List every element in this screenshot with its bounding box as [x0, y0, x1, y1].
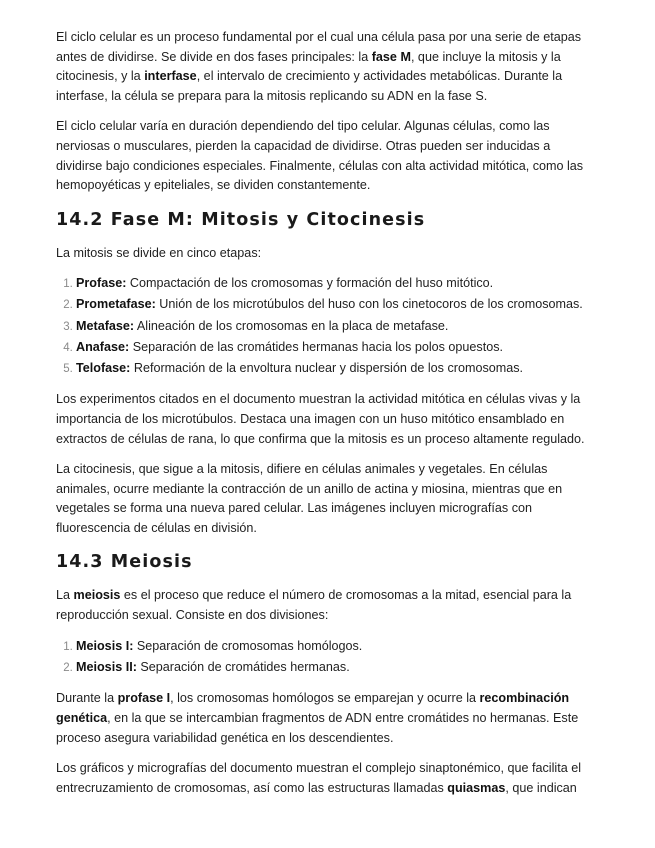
meiosis-intro-paragraph [56, 586, 595, 625]
stage-description: Alineación de los cromosomas en la placa de metafase. [134, 318, 449, 333]
division-description: Separación de cromosomas homólogos. [133, 638, 363, 653]
text-run: La [56, 588, 74, 603]
list-item [76, 637, 595, 657]
stage-term: Profase: [76, 276, 127, 291]
stage-description: Compactación de los cromosomas y formación del huso mitótico. [126, 276, 494, 291]
stage-term: Prometafase: [76, 297, 156, 312]
experiments-paragraph: Los experimentos citados en el documento muestran la actividad mitótica en células vivas y la importancia de los microtúbulos. Destaca una imagen con un huso mitótico ensamblado en extractos de células de rana, lo que confirma que la mitosis es un proceso altamente regulado. [56, 392, 585, 446]
stage-term: Anafase: [76, 339, 130, 354]
text-run: , los cromosomas homólogos se emparejan y ocurre la [170, 691, 480, 706]
stage-term: Metafase: [76, 318, 135, 333]
intro-paragraph-2: El ciclo celular varía en duración dependiendo del tipo celular. Algunas células, como las nerviosas o musculares, pierden la capacidad de dividirse. Otras pueden ser inducidas a dividirse bajo condiciones especiales. Finalmente, células con alta actividad mitótica, como las hemopoyéticas y epiteliales, se dividen constantemente. [56, 119, 584, 193]
mitosis-lead-paragraph: La mitosis se divide en cinco etapas: [56, 245, 262, 260]
text-run: Durante la [56, 691, 118, 706]
text-run: , que incluye la mitosis y la citocinesis, y la [56, 49, 561, 84]
text-run: es el proceso que reduce el número de cromosomas a la mitad, esencial para la reproducción sexual. Consiste en dos divisiones: [56, 588, 572, 623]
list-item [76, 317, 595, 337]
text-run: , que indican [505, 780, 577, 795]
synaptonemal-paragraph [56, 759, 595, 798]
stage-description: Separación de las cromátides hermanas hacia los polos opuestos. [129, 339, 504, 354]
bold-term-meiosis: meiosis [73, 588, 121, 603]
list-item [76, 295, 595, 315]
section-heading-fase-m: 14.2 Fase M: Mitosis y Citocinesis [56, 209, 426, 230]
cytokinesis-paragraph: La citocinesis, que sigue a la mitosis, difiere en células animales y vegetales. En células animales, ocurre mediante la contracción de un anillo de actina y miosina, mientras que en vegetales se forma una nueva pared celular. Las imágenes incluyen micrografías con fluorescencia de células en división. [56, 462, 563, 535]
bold-term-quiasmas: quiasmas [447, 780, 506, 795]
list-item [76, 658, 595, 678]
text-run: , en la que se intercambian fragmentos de ADN entre cromátides no hermanas. Este proceso asegura variabilidad genética en los descendientes. [56, 710, 579, 745]
list-item [76, 274, 595, 294]
section-heading-meiosis: 14.3 Meiosis [56, 552, 193, 573]
text-run: Los gráficos y micrografías del documento muestran el complejo sinaptonémico, que facilita el entrecruzamiento de cromosomas, así como las estructuras llamadas [56, 761, 582, 795]
mitosis-stages-list [56, 274, 595, 378]
list-item [76, 359, 595, 379]
division-description: Separación de cromátides hermanas. [136, 659, 350, 674]
text-run: , el intervalo de crecimiento y actividades metabólicas. Durante la interfase, la célula se prepara para la mitosis replicando su ADN en la fase S. [56, 69, 563, 103]
bold-term-recombinacion: recombinación genética [56, 691, 570, 725]
text-run: El ciclo celular es un proceso fundamental por el cual una célula pasa por una serie de etapas antes de dividirse. Se divide en dos fases principales: la [56, 30, 582, 64]
meiosis-divisions-list [56, 637, 595, 678]
intro-paragraph-1 [56, 28, 595, 106]
stage-description: Reformación de la envoltura nuclear y dispersión de los cromosomas. [130, 360, 524, 375]
stage-term: Telofase: [76, 360, 131, 375]
division-term: Meiosis I: [76, 638, 134, 653]
division-term: Meiosis II: [76, 659, 137, 674]
bold-term-profase-i: profase I [117, 691, 171, 706]
prophase-paragraph [56, 689, 595, 748]
list-item [76, 338, 595, 358]
stage-description: Unión de los microtúbulos del huso con los cinetocoros de los cromosomas. [155, 297, 583, 312]
bold-term-fase-m: fase M [371, 49, 411, 64]
bold-term-interfase: interfase [144, 69, 197, 84]
